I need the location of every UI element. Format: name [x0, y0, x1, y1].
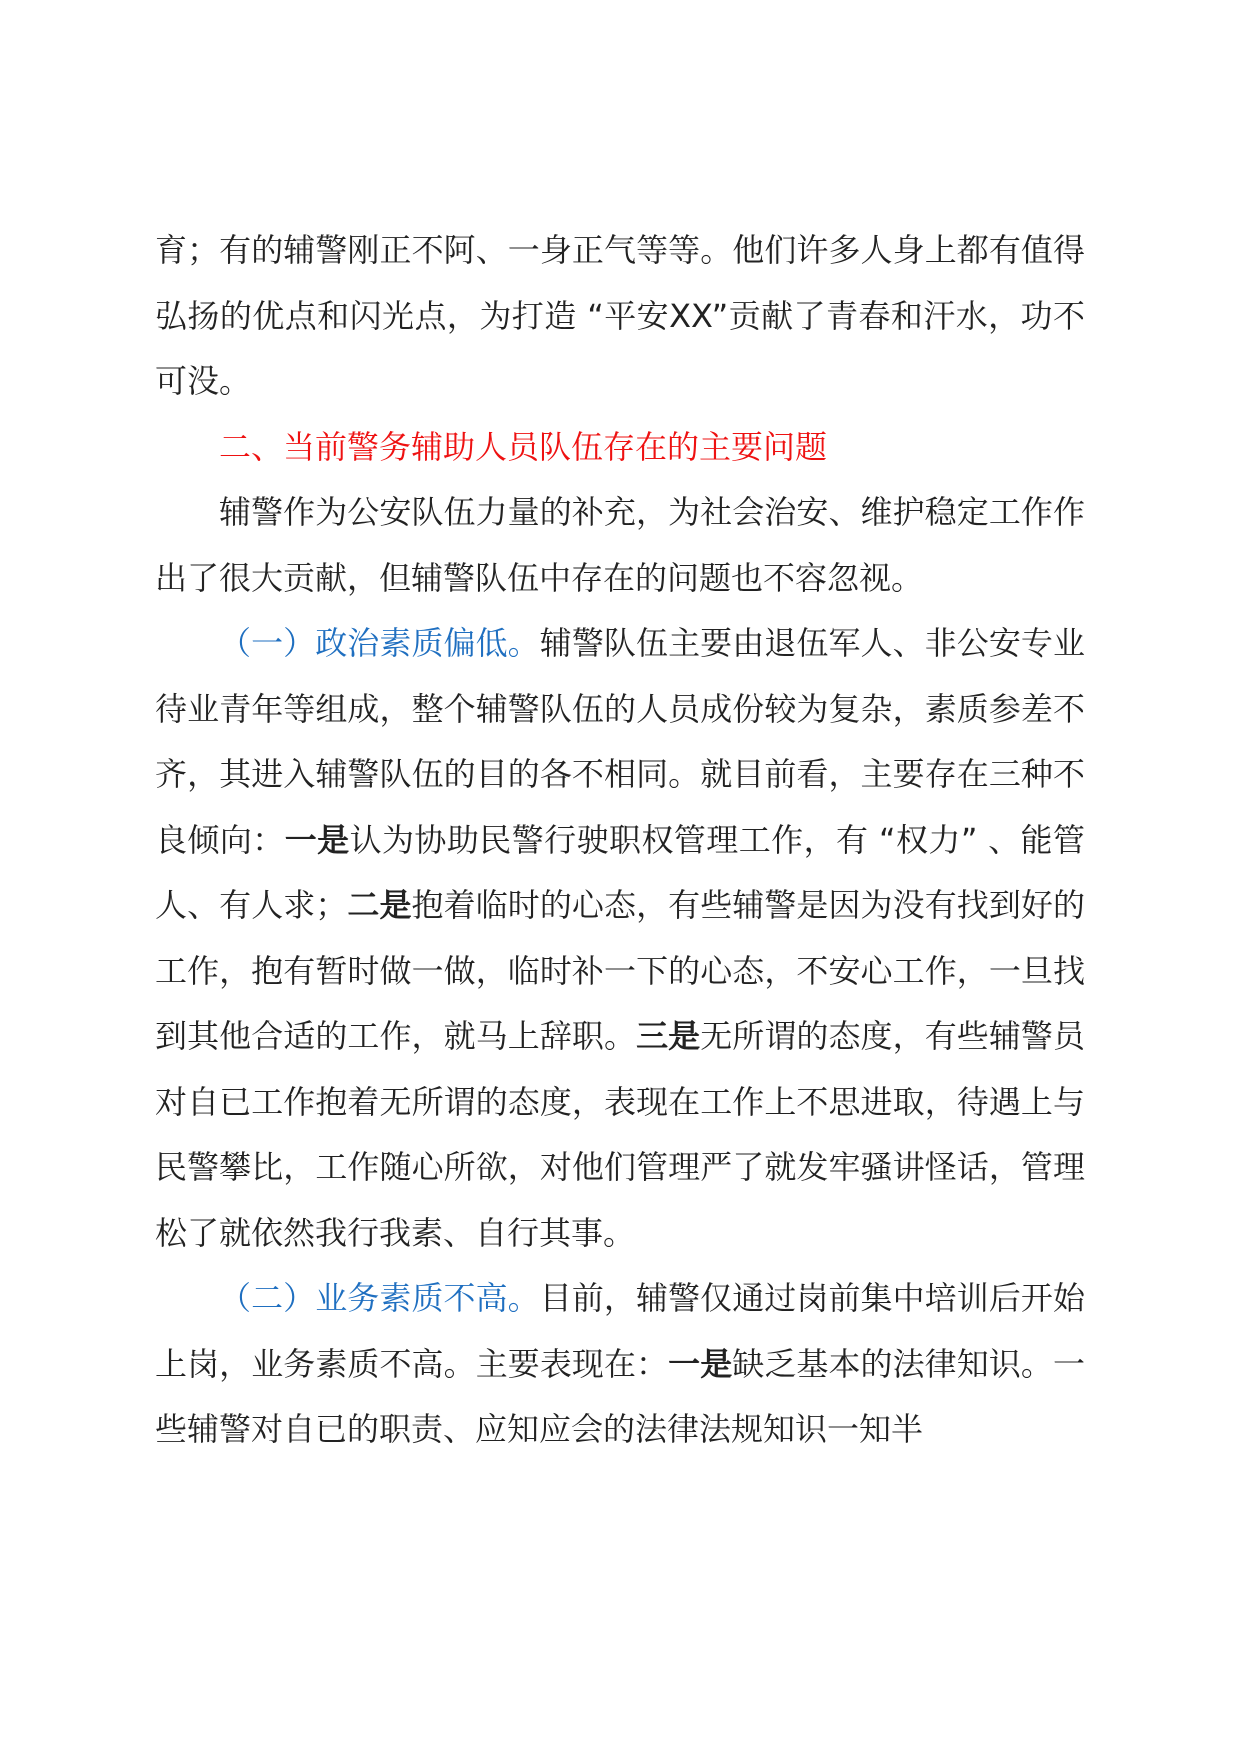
text-segment: 缺乏基本的法律知识。一些辅警对自已的职责、应知应会的法律法规知识一知半: [155, 1344, 1085, 1448]
text-segment: 无所谓的态度，有些辅警员对自已工作抱着无所谓的态度，表现在工作上不思进取，待遇上与民警攀比，工作随心所欲，对他们管理严了就发牢骚讲怪话，管理松了就依然我行我素、自行其事。: [155, 1017, 1085, 1252]
paragraph-continuation: 育；有的辅警刚正不阿、一身正气等等。他们许多人身上都有值得弘扬的优点和闪光点，为打造 “平安XX”贡献了青春和汗水，功不可没。: [155, 231, 1085, 400]
paragraph-political-quality: [155, 611, 1085, 1266]
text-segment: 抱着临时的心态，有些辅警是因为没有找到好的工作，抱有暂时做一做，临时补一下的心态，不安心工作，一旦找到其他合适的工作，就马上辞职。: [155, 886, 1085, 1055]
paragraph-business-quality: [155, 1266, 1085, 1463]
bold-marker-first: 一是: [668, 1344, 733, 1383]
paragraph-intro: 辅警作为公安队伍力量的补充，为社会治安、维护稳定工作作出了很大贡献，但辅警队伍中存在的问题也不容忽视。: [155, 493, 1085, 597]
text-segment: 辅警队伍主要由退伍军人、非公安专业待业青年等组成，整个辅警队伍的人员成份较为复杂，素质参差不齐，其进入辅警队伍的目的各不相同。就目前看，主要存在三种不良倾向：: [155, 624, 1085, 859]
bold-marker-second: 二是: [347, 886, 412, 924]
text-segment: 目前，辅警仅通过岗前集中培训后开始上岗，业务素质不高。主要表现在：: [155, 1279, 1085, 1383]
bold-marker-third: 三是: [636, 1017, 701, 1055]
subheading-political-quality: （一）政治素质偏低。: [219, 624, 540, 662]
text-segment: 认为协助民警行驶职权管理工作，有 “权力” 、能管人、有人求；: [155, 820, 1085, 924]
subheading-business-quality: （二）业务素质不高。: [219, 1279, 540, 1317]
document-body: [155, 218, 1085, 1463]
section-heading: 二、当前警务辅助人员队伍存在的主要问题: [219, 427, 828, 466]
bold-marker-first: 一是: [284, 820, 350, 859]
